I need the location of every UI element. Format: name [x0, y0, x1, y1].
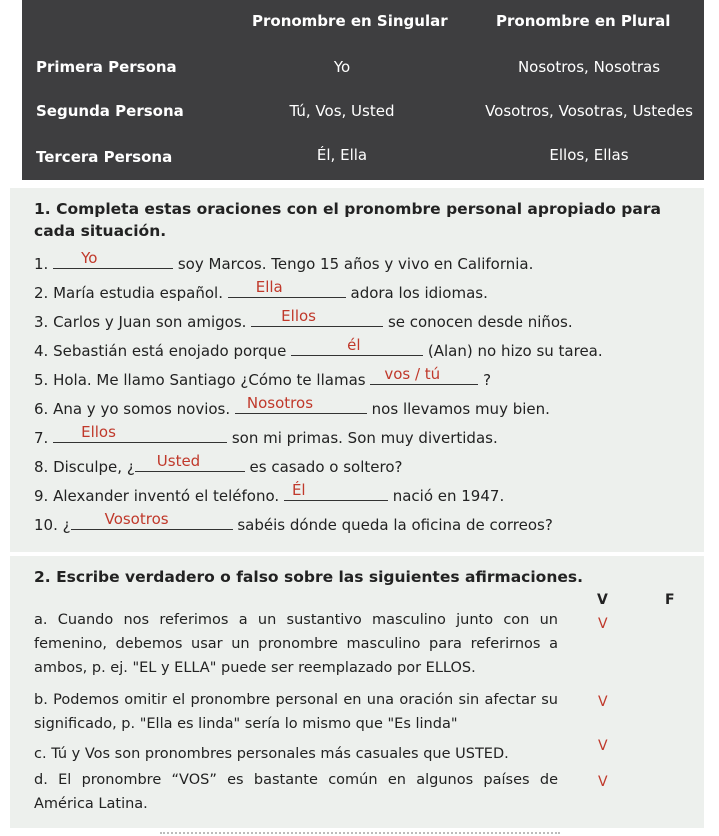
- answer-text: Ellos: [81, 423, 116, 441]
- false-column-header: F: [665, 592, 675, 608]
- answer-blank[interactable]: [135, 452, 245, 472]
- answer-mark-b[interactable]: V: [598, 694, 608, 710]
- answer-text: Él: [291, 481, 306, 499]
- sentence-7: 7. Ellos son mi primas. Son muy divertidas.: [34, 423, 498, 447]
- header-plural: Pronombre en Plural: [496, 12, 671, 30]
- sentence-6: 6. Ana y yo somos novios. Nosotros nos llevamos muy bien.: [34, 394, 550, 418]
- answer-mark-a[interactable]: V: [598, 616, 608, 632]
- cell-second-singular: Tú, Vos, Usted: [289, 102, 395, 120]
- answer-text: Ellos: [281, 307, 316, 325]
- answer-blank[interactable]: [53, 423, 227, 443]
- statement-b: b. Podemos omitir el pronombre personal en una oración sin afectar su significado, p. "Ella es linda" sería lo mismo que "Es linda": [34, 692, 558, 732]
- answer-text: Usted: [156, 452, 201, 470]
- sentence-4: 4. Sebastián está enojado porque él (Alan) no hizo su tarea.: [34, 336, 603, 360]
- answer-text: Ella: [255, 278, 283, 296]
- answer-mark-c[interactable]: V: [598, 738, 608, 754]
- sentence-8: 8. Disculpe, ¿ Usted es casado o soltero?: [34, 452, 403, 476]
- answer-blank[interactable]: [251, 307, 383, 327]
- answer-blank[interactable]: [228, 278, 346, 298]
- exercise-2-heading: 2. Escribe verdadero o falso sobre las siguientes afirmaciones.: [34, 568, 583, 586]
- answer-text: Vosotros: [104, 510, 169, 528]
- sentence-1: 1. Yo soy Marcos. Tengo 15 años y vivo en California.: [34, 249, 534, 273]
- answer-text: él: [347, 336, 361, 354]
- sentence-5: 5. Hola. Me llamo Santiago ¿Cómo te llamas vos / tú ?: [34, 365, 492, 389]
- true-column-header: V: [597, 592, 608, 608]
- cell-first-singular: Yo: [333, 58, 351, 76]
- answer-blank[interactable]: [291, 336, 423, 356]
- sentence-10: 10. ¿ Vosotros sabéis dónde queda la oficina de correos?: [34, 510, 553, 534]
- answer-text: Yo: [81, 249, 98, 267]
- sentence-9: 9. Alexander inventó el teléfono. Él nació en 1947.: [34, 481, 505, 505]
- cell-second-plural: Vosotros, Vosotras, Ustedes: [485, 102, 693, 120]
- exercise-1-heading-line1: 1. Completa estas oraciones con el pronombre personal apropiado para: [34, 200, 661, 218]
- exercise-2-panel: [10, 556, 704, 828]
- statement-d: d. El pronombre “VOS” es bastante común en algunos países de América Latina.: [34, 772, 558, 812]
- page-divider: [160, 832, 560, 834]
- sentence-2: 2. María estudia español. Ella adora los idiomas.: [34, 278, 488, 302]
- cell-third-plural: Ellos, Ellas: [549, 146, 629, 164]
- row-label-first: Primera Persona: [36, 58, 177, 76]
- exercise-1-heading-line2: cada situación.: [34, 222, 167, 240]
- answer-blank[interactable]: [71, 510, 233, 530]
- statement-a: a. Cuando nos referimos a un sustantivo masculino junto con un femenino, debemos usar un pronombre masculino para referirnos a ambos, p. ej. "EL y ELLA" puede ser reemplazado por ELLOS.: [34, 612, 558, 676]
- cell-third-singular: Él, Ella: [316, 146, 368, 164]
- answer-text: Nosotros: [246, 394, 314, 412]
- answer-blank[interactable]: [235, 394, 367, 414]
- header-singular: Pronombre en Singular: [252, 12, 448, 30]
- cell-first-plural: Nosotros, Nosotras: [517, 58, 661, 76]
- answer-mark-d[interactable]: V: [598, 774, 608, 790]
- sentence-3: 3. Carlos y Juan son amigos. Ellos se conocen desde niños.: [34, 307, 573, 331]
- row-label-second: Segunda Persona: [36, 102, 184, 120]
- answer-blank[interactable]: [370, 365, 478, 385]
- pronoun-table: [22, 0, 704, 180]
- exercise-1-panel: [10, 188, 704, 552]
- statement-c: c. Tú y Vos son pronombres personales más casuales que USTED.: [34, 746, 509, 762]
- answer-text: vos / tú: [384, 365, 441, 383]
- answer-blank[interactable]: [284, 481, 388, 501]
- row-label-third: Tercera Persona: [36, 148, 173, 166]
- answer-blank[interactable]: [53, 249, 173, 269]
- exercise-1-heading: [34, 198, 661, 242]
